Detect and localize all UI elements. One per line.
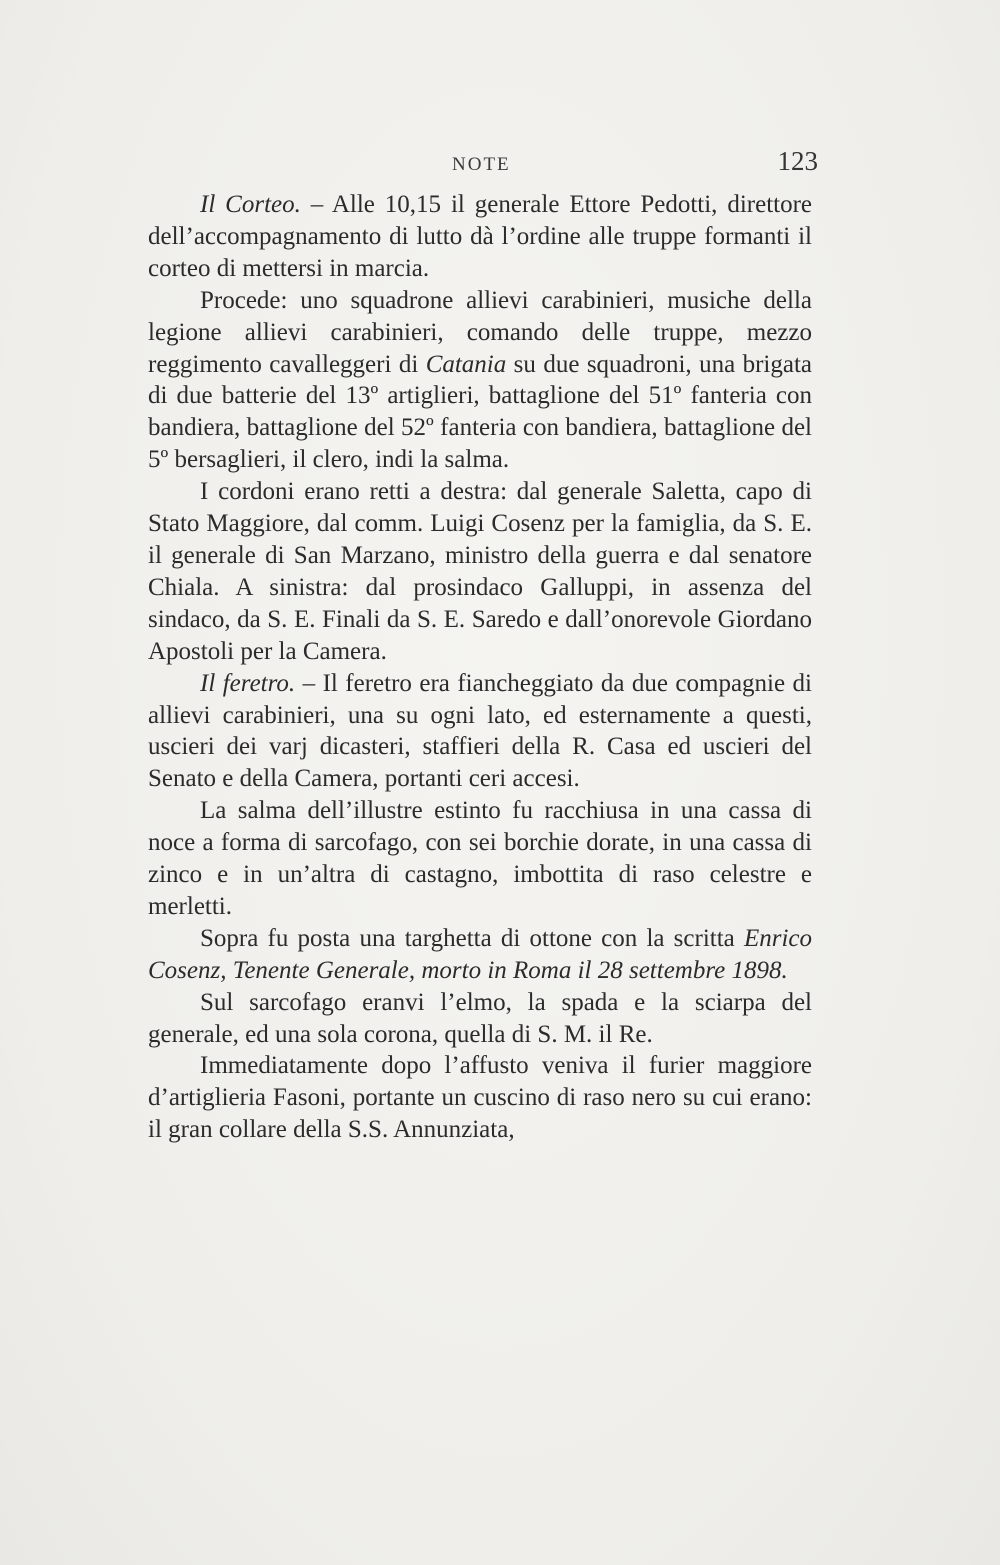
paragraph-text: I cordoni erano retti a destra: dal generale Saletta, capo di Stato Maggiore, dal comm. Luigi Cosenz per la famiglia, da S. E. il generale di San Marzano, ministro della guerra e dal senatore Chiala. A sinistra: dal prosindaco Galluppi, in assenza del sindaco, da S. E. Finali da S. E. Saredo e dall’onorevole Giordano Apostoli per la Camera. (148, 478, 812, 665)
paragraph-procede (148, 285, 812, 476)
running-head (0, 146, 1000, 180)
paragraph-text: Sul sarcofago eranvi l’elmo, la spada e la sciarpa del generale, ed una sola corona, quella di S. M. il Re. (148, 988, 812, 1048)
paragraph-text: Immediatamente dopo l’affusto veniva il furier maggiore d’artiglieria Fasoni, portante un cuscino di raso nero su cui erano: il gran collare della S.S. Annunziata, (148, 1052, 812, 1144)
section-lead-feretro: Il feretro. (200, 669, 296, 697)
paragraph-text: – Il feretro era fiancheggiato da due compagnie di allievi carabinieri, una su ogni lato, ed esternamente a questi, uscieri dei varj dicasteri, staffieri della R. Casa ed uscieri del Senato e della Camera, portanti ceri accesi. (148, 669, 812, 793)
section-lead-corteo: Il Corteo. (200, 191, 301, 218)
paragraph-text: Sopra fu posta una targhetta di ottone con la scritta (200, 924, 744, 952)
paragraph-salma (148, 795, 812, 923)
paragraph-cordoni (148, 476, 812, 667)
paragraph-text: su due squadroni, una brigata di due batterie del 13º artiglieri, battaglione del 51º fanteria con bandiera, battaglione del 52º fanteria con bandiera, battaglione del 5º bersaglieri, il clero, indi la salma. (148, 350, 812, 474)
paragraph-text: – Alle 10,15 il generale Ettore Pedotti, direttore dell’accompagnamento di lutto dà l’ordine alle truppe formanti il corteo di mettersi in marcia. (148, 191, 813, 282)
paragraph-text: La salma dell’illustre estinto fu racchiusa in una cassa di noce a forma di sarcofago, con sei borchie dorate, in una cassa di zinco e in un’altra di castagno, imbottita di raso celestre e merletti. (148, 797, 812, 920)
paragraph-corteo (148, 189, 812, 285)
italic-text: Catania (425, 350, 507, 378)
paragraph-sarcofago (148, 987, 812, 1051)
page-number: 123 (777, 146, 818, 176)
paragraph-affusto (148, 1050, 812, 1146)
inscription-text: Enrico Cosenz, Tenente Generale, morto in Roma il 28 settembre 1898. (148, 924, 812, 984)
body-text (148, 189, 812, 1146)
paragraph-targhetta (148, 923, 812, 987)
paragraph-text: Procede: uno squadrone allievi carabinieri, musiche della legione allievi carabinieri, comando delle truppe, mezzo reggimento cavalleggeri di (148, 286, 812, 378)
running-title: NOTE (452, 154, 511, 175)
paragraph-feretro (148, 668, 812, 796)
